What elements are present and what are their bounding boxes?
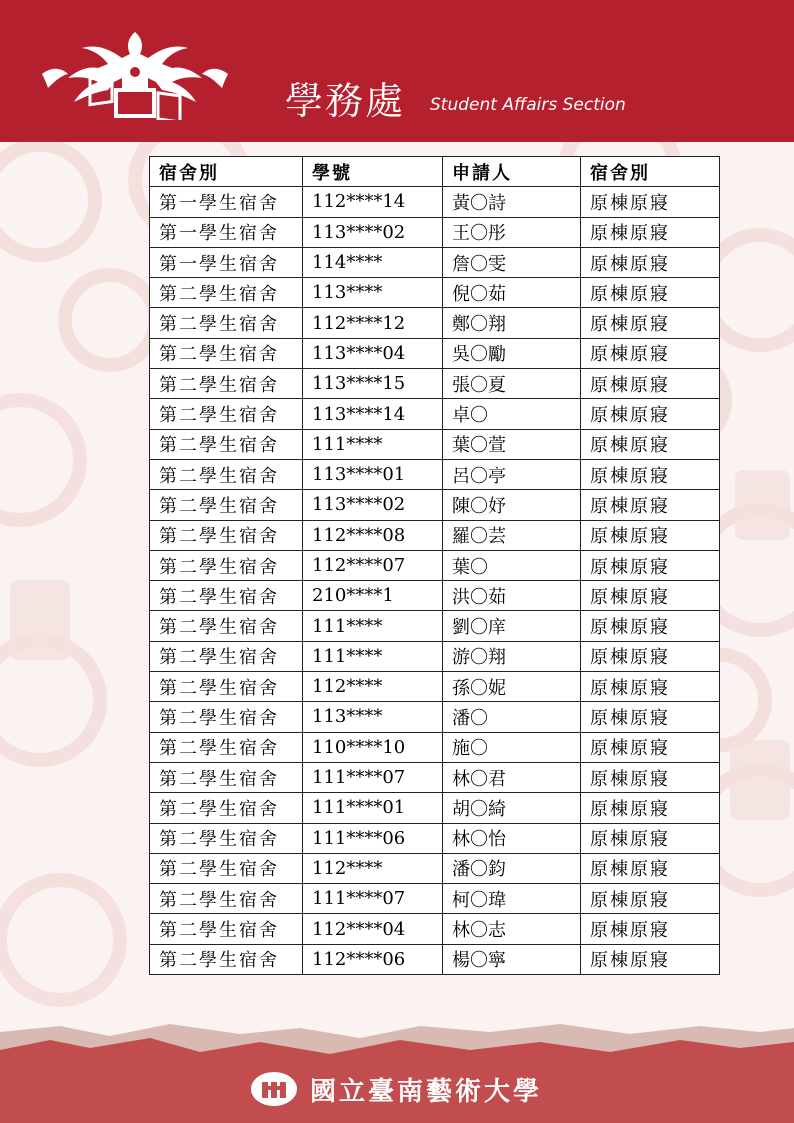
table-row	[150, 732, 720, 762]
cell-assignment: 原棟原寢	[581, 853, 720, 883]
cell-assignment: 原棟原寢	[581, 338, 720, 368]
cell-applicant: 陳〇妤	[443, 490, 581, 520]
cell-applicant: 楊〇寧	[443, 944, 581, 974]
cell-student-id: 112****04	[303, 914, 443, 944]
cell-dormitory: 第二學生宿舍	[150, 520, 303, 550]
table-row	[150, 762, 720, 792]
cell-dormitory: 第二學生宿舍	[150, 914, 303, 944]
cell-student-id: 112****	[303, 672, 443, 702]
cell-dormitory: 第二學生宿舍	[150, 611, 303, 641]
cell-applicant: 施〇	[443, 732, 581, 762]
cell-applicant: 林〇志	[443, 914, 581, 944]
cell-student-id: 113****15	[303, 369, 443, 399]
header-dormitory: 宿舍別	[150, 157, 303, 187]
cell-student-id: 114****	[303, 247, 443, 277]
cell-dormitory: 第二學生宿舍	[150, 369, 303, 399]
cell-dormitory: 第二學生宿舍	[150, 490, 303, 520]
cell-assignment: 原棟原寢	[581, 459, 720, 489]
header-banner	[0, 0, 794, 142]
cell-assignment: 原棟原寢	[581, 914, 720, 944]
cell-student-id: 111****	[303, 429, 443, 459]
cell-student-id: 111****07	[303, 884, 443, 914]
cell-assignment: 原棟原寢	[581, 308, 720, 338]
cell-applicant: 游〇翔	[443, 641, 581, 671]
university-name: 國立臺南藝術大學	[310, 1077, 543, 1107]
cell-student-id: 112****14	[303, 187, 443, 217]
cell-assignment: 原棟原寢	[581, 672, 720, 702]
cell-applicant: 柯〇瑋	[443, 884, 581, 914]
cell-dormitory: 第二學生宿舍	[150, 550, 303, 580]
table-row	[150, 459, 720, 489]
cell-assignment: 原棟原寢	[581, 187, 720, 217]
cell-applicant: 王〇彤	[443, 217, 581, 247]
cell-assignment: 原棟原寢	[581, 762, 720, 792]
table-row	[150, 550, 720, 580]
cell-applicant: 葉〇萱	[443, 429, 581, 459]
cell-dormitory: 第二學生宿舍	[150, 732, 303, 762]
cell-dormitory: 第二學生宿舍	[150, 581, 303, 611]
table-row	[150, 944, 720, 974]
cell-student-id: 113****02	[303, 490, 443, 520]
cell-assignment: 原棟原寢	[581, 641, 720, 671]
cell-applicant: 詹〇雯	[443, 247, 581, 277]
cell-assignment: 原棟原寢	[581, 793, 720, 823]
cell-dormitory: 第一學生宿舍	[150, 187, 303, 217]
cell-applicant: 胡〇綺	[443, 793, 581, 823]
cell-assignment: 原棟原寢	[581, 369, 720, 399]
table-row	[150, 884, 720, 914]
cell-dormitory: 第二學生宿舍	[150, 278, 303, 308]
cell-student-id: 113****	[303, 278, 443, 308]
cell-dormitory: 第一學生宿舍	[150, 247, 303, 277]
cell-dormitory: 第二學生宿舍	[150, 762, 303, 792]
cell-applicant: 卓〇	[443, 399, 581, 429]
cell-assignment: 原棟原寢	[581, 823, 720, 853]
cell-assignment: 原棟原寢	[581, 884, 720, 914]
cell-student-id: 210****1	[303, 581, 443, 611]
table-row	[150, 853, 720, 883]
cell-student-id: 112****12	[303, 308, 443, 338]
office-subtitle: Student Affairs Section	[430, 95, 626, 115]
cell-student-id: 113****01	[303, 459, 443, 489]
table-row	[150, 187, 720, 217]
table-row	[150, 338, 720, 368]
header-applicant: 申請人	[443, 157, 581, 187]
cell-dormitory: 第二學生宿舍	[150, 338, 303, 368]
table-row	[150, 399, 720, 429]
table-row	[150, 308, 720, 338]
cell-assignment: 原棟原寢	[581, 732, 720, 762]
cell-applicant: 潘〇	[443, 702, 581, 732]
cell-student-id: 111****01	[303, 793, 443, 823]
dormitory-table-container	[149, 156, 720, 975]
table-row	[150, 278, 720, 308]
cell-applicant: 林〇怡	[443, 823, 581, 853]
cell-dormitory: 第二學生宿舍	[150, 823, 303, 853]
table-header-row	[150, 157, 720, 187]
table-row	[150, 641, 720, 671]
cell-student-id: 111****06	[303, 823, 443, 853]
cell-dormitory: 第二學生宿舍	[150, 672, 303, 702]
table-row	[150, 520, 720, 550]
cell-dormitory: 第二學生宿舍	[150, 641, 303, 671]
cell-dormitory: 第二學生宿舍	[150, 853, 303, 883]
table-row	[150, 217, 720, 247]
cell-student-id: 112****	[303, 853, 443, 883]
table-row	[150, 581, 720, 611]
office-title: 學務處	[285, 79, 406, 123]
cell-applicant: 潘〇鈞	[443, 853, 581, 883]
cell-applicant: 吳〇勵	[443, 338, 581, 368]
header-dormitory-assignment: 宿舍別	[581, 157, 720, 187]
cell-student-id: 111****	[303, 641, 443, 671]
cell-assignment: 原棟原寢	[581, 278, 720, 308]
table-row	[150, 369, 720, 399]
cell-dormitory: 第二學生宿舍	[150, 459, 303, 489]
university-logo-icon	[250, 1070, 298, 1108]
cell-assignment: 原棟原寢	[581, 581, 720, 611]
cell-assignment: 原棟原寢	[581, 702, 720, 732]
cell-applicant: 孫〇妮	[443, 672, 581, 702]
table-row	[150, 702, 720, 732]
cell-applicant: 鄭〇翔	[443, 308, 581, 338]
cell-dormitory: 第二學生宿舍	[150, 399, 303, 429]
cell-applicant: 黃〇詩	[443, 187, 581, 217]
cell-student-id: 113****04	[303, 338, 443, 368]
cell-applicant: 洪〇茹	[443, 581, 581, 611]
table-body	[150, 187, 720, 975]
table-row	[150, 793, 720, 823]
cell-applicant: 劉〇庠	[443, 611, 581, 641]
cell-student-id: 113****14	[303, 399, 443, 429]
cell-assignment: 原棟原寢	[581, 490, 720, 520]
table-row	[150, 490, 720, 520]
cell-student-id: 113****02	[303, 217, 443, 247]
header-student-id: 學號	[303, 157, 443, 187]
cell-dormitory: 第二學生宿舍	[150, 884, 303, 914]
cell-assignment: 原棟原寢	[581, 247, 720, 277]
cell-assignment: 原棟原寢	[581, 550, 720, 580]
table-row	[150, 611, 720, 641]
table-row	[150, 247, 720, 277]
cell-dormitory: 第二學生宿舍	[150, 793, 303, 823]
cell-dormitory: 第一學生宿舍	[150, 217, 303, 247]
cell-assignment: 原棟原寢	[581, 944, 720, 974]
cell-student-id: 112****06	[303, 944, 443, 974]
cell-applicant: 林〇君	[443, 762, 581, 792]
cell-assignment: 原棟原寢	[581, 611, 720, 641]
cell-assignment: 原棟原寢	[581, 399, 720, 429]
cell-applicant: 倪〇茹	[443, 278, 581, 308]
cell-student-id: 110****10	[303, 732, 443, 762]
phoenix-emblem-icon	[38, 28, 233, 120]
cell-student-id: 113****	[303, 702, 443, 732]
table-row	[150, 823, 720, 853]
cell-applicant: 張〇夏	[443, 369, 581, 399]
cell-assignment: 原棟原寢	[581, 520, 720, 550]
table-row	[150, 429, 720, 459]
cell-applicant: 呂〇亭	[443, 459, 581, 489]
cell-dormitory: 第二學生宿舍	[150, 944, 303, 974]
cell-assignment: 原棟原寢	[581, 217, 720, 247]
cell-applicant: 羅〇芸	[443, 520, 581, 550]
dormitory-table	[149, 156, 720, 975]
cell-dormitory: 第二學生宿舍	[150, 308, 303, 338]
cell-student-id: 111****07	[303, 762, 443, 792]
cell-applicant: 葉〇	[443, 550, 581, 580]
table-row	[150, 914, 720, 944]
table-row	[150, 672, 720, 702]
cell-dormitory: 第二學生宿舍	[150, 429, 303, 459]
cell-student-id: 111****	[303, 611, 443, 641]
cell-assignment: 原棟原寢	[581, 429, 720, 459]
cell-student-id: 112****07	[303, 550, 443, 580]
cell-student-id: 112****08	[303, 520, 443, 550]
cell-dormitory: 第二學生宿舍	[150, 702, 303, 732]
